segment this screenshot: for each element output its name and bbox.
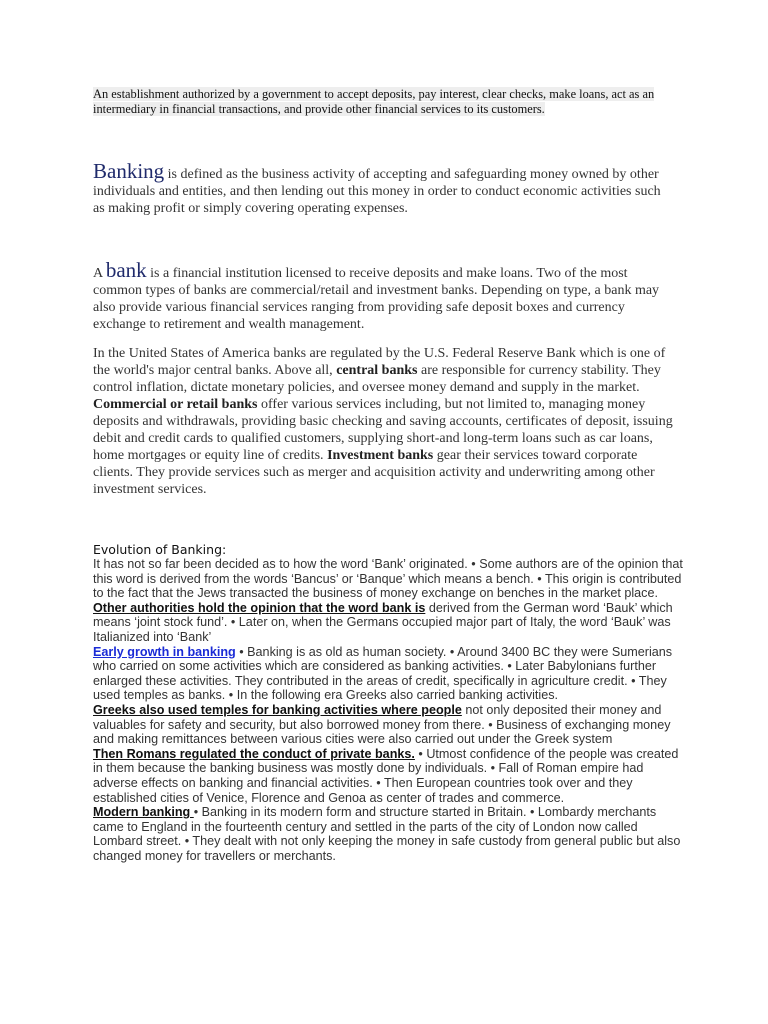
bank-text: is a financial institution licensed to receive deposits and make loans. Two of the most common types of banks are commercial/retail and investment banks. Depending on type, a bank may also provide various financial services ranging from providing safe deposit boxes and currency exchange to retirement and wealth management. [93, 266, 660, 332]
greeks-text: not only deposited their money and valuables for safety and security, but also borrowed money from there. • Business of exchanging money and making remittances between various cities were also carried out under the Greek system [93, 702, 671, 747]
central-banks-term: central banks [336, 363, 418, 378]
evolution-heading: Evolution of Banking: [93, 542, 227, 557]
investment-banks-term: Investment banks [327, 448, 434, 463]
early-growth-text: • Banking is as old as human society. • Around 3400 BC they were Sumerians who carried on some activities which are considered as banking activities. • Later Babylonians further enlarged these activities. They contributed in the areas of credit, specifically in agriculture credit. • They used temples as banks. • In the following era Greeks also carried banking activities. [93, 644, 673, 703]
bank-term: bank [105, 258, 147, 282]
definition-paragraph [93, 87, 673, 117]
greeks-heading: Greeks also used temples for banking activities where people [93, 702, 462, 717]
early-growth-link[interactable]: Early growth in banking [93, 644, 236, 659]
bank-prefix: A [93, 266, 106, 281]
evolution-item [93, 805, 683, 863]
us-text-3: offer various services including, but not limited to, managing money deposits and withdrawals, providing basic checking and saving accounts, certificates of deposit, issuing debit and credit cards to qualified customers, supplying short-and long-term loans such as car loans, home mortgages or equity line of credits. [93, 397, 673, 463]
us-text-4: gear their services toward corporate clients. They provide services such as merger and acquisition activity and underwriting among other investment services. [93, 448, 655, 497]
bank-paragraph [93, 258, 673, 333]
evolution-section [93, 557, 683, 863]
us-banks-paragraph [93, 345, 673, 498]
romans-text: • Utmost confidence of the people was created in them because the banking business was mostly done by individuals. • Fall of Roman empire had adverse effects on banking and financial activities. • Then European countries took over and they established cities of Venice, Florence and Genoa as center of trades and commerce. [93, 746, 679, 805]
banking-paragraph [93, 159, 673, 217]
evolution-item [93, 645, 683, 703]
evolution-item [93, 601, 683, 645]
definition-text: An establishment authorized by a government to accept deposits, pay interest, clear checks, make loans, act as an intermediary in financial transactions, and provide other financial services to its customers. [93, 87, 655, 116]
commercial-banks-term: Commercial or retail banks [93, 397, 258, 412]
modern-banking-heading: Modern banking [93, 805, 194, 820]
other-authorities-heading: Other authorities hold the opinion that the word bank is [93, 600, 426, 615]
banking-text: is defined as the business activity of accepting and safeguarding money owned by other individuals and entities, and then lending out this money in order to conduct economic activities such as making profit or simply covering operating expenses. [93, 167, 661, 216]
evolution-item [93, 703, 683, 747]
banking-term: Banking [93, 159, 165, 183]
evolution-intro: It has not so far been decided as to how the word ‘Bank’ originated. • Some authors are of the opinion that this word is derived from the words ‘Bancus’ or ‘Banque’ which means a bench. • This origin is contributed to the fact that the Jews transacted the business of money exchange on benches in the market place. [93, 557, 683, 601]
evolution-item [93, 747, 683, 805]
us-text-2: are responsible for currency stability. They control inflation, dictate monetary policies, and oversee money demand and supply in the market. [93, 363, 661, 395]
other-authorities-text: derived from the German word ‘Bauk’ which means ‘joint stock fund’. • Later on, when the Germans occupied major part of Italy, the word ‘Bauk’ was Italianized into ‘Bank’ [93, 600, 673, 644]
romans-heading: Then Romans regulated the conduct of private banks. [93, 746, 415, 761]
us-text-1: In the United States of America banks are regulated by the U.S. Federal Reserve Bank which is one of the world's major central banks. Above all, [93, 346, 666, 378]
modern-banking-text: • Banking in its modern form and structure started in Britain. • Lombardy merchants came to England in the fourteenth century and settled in the parts of the city of London now called Lombard street. • They dealt with not only keeping the money in safe custody from general public but also changed money for travellers or merchants. [93, 805, 681, 863]
